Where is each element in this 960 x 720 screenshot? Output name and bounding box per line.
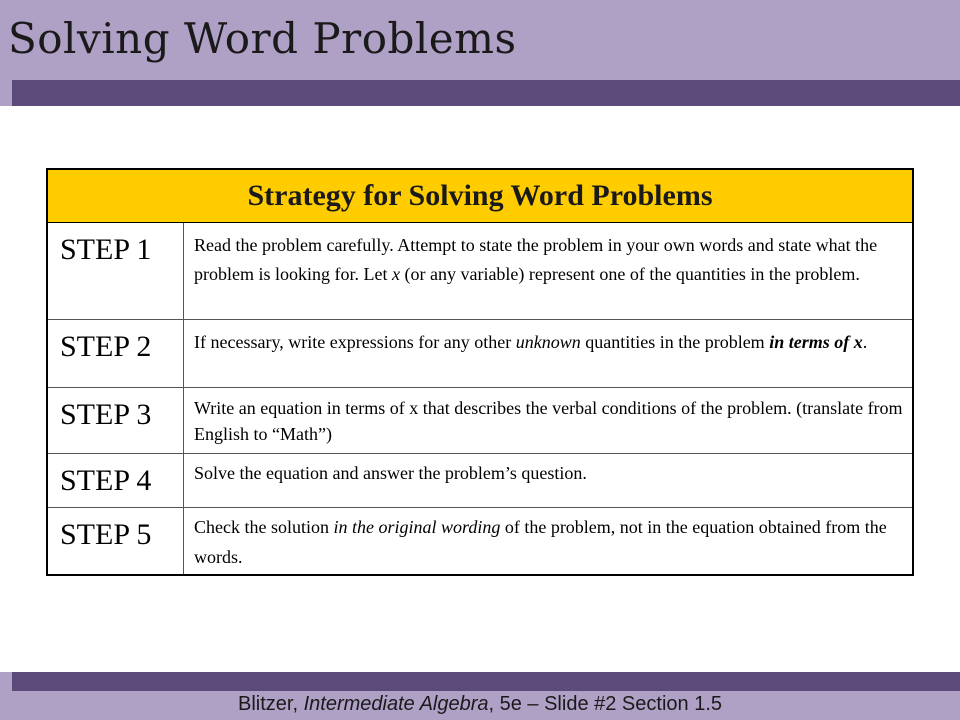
step-description <box>194 395 906 447</box>
text-segment: of the problem, not in the equation obtained from the words. <box>194 517 887 567</box>
text-segment: Read the problem carefully. Attempt to state the problem in your own words and state what the problem is looking for. Let <box>194 235 878 284</box>
title-accent-band <box>0 80 960 106</box>
text-segment: , 5e – Slide #2 Section 1.5 <box>488 693 722 715</box>
text-segment: in terms of x <box>769 332 863 352</box>
step-row <box>48 320 912 388</box>
text-segment: unknown <box>515 332 581 352</box>
footer-band-edge <box>0 672 12 691</box>
step-description <box>194 459 906 488</box>
text-segment: Check the solution <box>194 517 334 537</box>
step-row <box>48 454 912 508</box>
text-segment: . <box>862 332 868 352</box>
text-segment: (or any variable) represent one of the quantities in the problem. <box>399 264 860 284</box>
text-segment: Blitzer, <box>238 693 304 715</box>
step-label: STEP 5 <box>48 508 184 574</box>
step-row <box>48 388 912 454</box>
footer-accent-band <box>0 672 960 691</box>
text-segment: Write an equation in terms of x that describes the verbal conditions of the problem. (translate from English to “Math”) <box>194 398 903 444</box>
text-segment: Intermediate Algebra <box>303 693 489 715</box>
text-segment: x <box>391 264 400 284</box>
text-segment: in the original wording <box>333 517 501 537</box>
text-segment: quantities in the problem <box>580 332 770 352</box>
slide-title: Solving Word Problems <box>8 14 517 63</box>
text-segment: If necessary, write expressions for any other <box>194 332 516 352</box>
step-description <box>194 512 906 572</box>
step-label: STEP 3 <box>48 388 184 453</box>
step-row <box>48 223 912 320</box>
step-label: STEP 4 <box>48 454 184 507</box>
text-segment: Solve the equation and answer the problem’s question. <box>194 463 587 483</box>
title-band-edge <box>0 80 12 106</box>
slide-footer <box>0 693 960 716</box>
step-label: STEP 2 <box>48 320 184 387</box>
step-row <box>48 508 912 574</box>
step-label: STEP 1 <box>48 223 184 319</box>
step-description <box>194 231 906 289</box>
step-description <box>194 328 906 357</box>
strategy-table <box>46 168 914 576</box>
table-header: Strategy for Solving Word Problems <box>48 170 912 223</box>
